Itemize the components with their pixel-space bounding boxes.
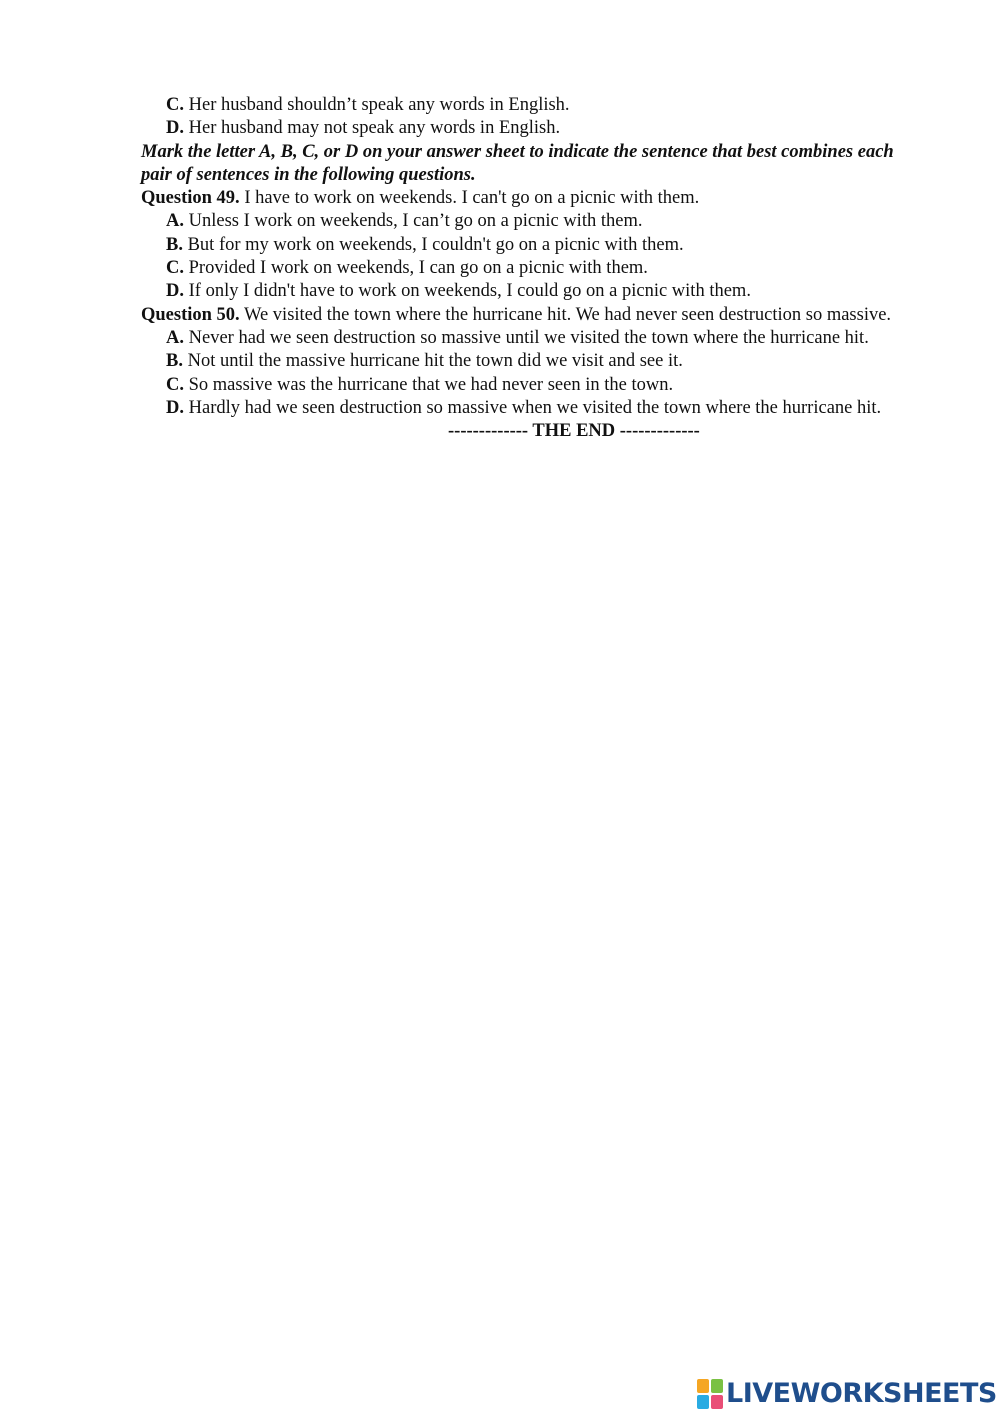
option-letter: C. <box>166 374 184 395</box>
end-marker: ------------- THE END ------------- <box>448 421 700 442</box>
q49-option-b <box>141 234 921 257</box>
option-letter: D. <box>166 281 184 302</box>
option-text: Her husband shouldn’t speak any words in English. <box>188 95 570 115</box>
question-stem: I have to work on weekends. I can't go on a picnic with them. <box>244 188 700 209</box>
option-letter: C. <box>166 95 184 115</box>
option-text: Not until the massive hurricane hit the town did we visit and see it. <box>187 351 683 372</box>
option-text: So massive was the hurricane that we had never seen in the town. <box>188 374 674 395</box>
q49-option-c <box>141 257 921 280</box>
option-letter: A. <box>166 327 184 348</box>
q49-option-a <box>141 210 921 233</box>
option-letter: D. <box>166 397 184 418</box>
q49-option-d <box>141 280 921 303</box>
q50-option-a <box>141 327 921 350</box>
option-letter: D. <box>166 118 184 139</box>
worksheet-page <box>141 94 921 443</box>
option-text: But for my work on weekends, I couldn't go on a picnic with them. <box>187 234 684 255</box>
q50-option-c <box>141 374 921 397</box>
question-stem: We visited the town where the hurricane hit. We had never seen destruction so massive. <box>243 304 892 325</box>
option-letter: C. <box>166 258 184 279</box>
option-text: Never had we seen destruction so massive until we visited the town where the hurricane hit. <box>188 327 869 348</box>
instruction-text: Mark the letter A, B, C, or D on your answer sheet to indicate the sentence that best combines each pair of sentences in the following questions. <box>141 141 894 185</box>
option-text: Provided I work on weekends, I can go on a picnic with them. <box>188 258 648 279</box>
option-letter: B. <box>166 234 183 255</box>
option-letter: B. <box>166 351 183 372</box>
q50-option-d <box>141 397 921 420</box>
question-50 <box>141 304 921 327</box>
prev-option-d <box>141 117 921 140</box>
question-49 <box>141 187 921 210</box>
question-number: Question 50. <box>141 304 240 325</box>
option-text: Her husband may not speak any words in English. <box>188 118 561 139</box>
watermark-text: LIVEWORKSHEETS <box>726 1378 997 1410</box>
liveworksheets-logo-icon <box>697 1379 723 1409</box>
liveworksheets-watermark <box>697 1377 997 1411</box>
option-letter: A. <box>166 211 184 232</box>
option-text: If only I didn't have to work on weekends, I could go on a picnic with them. <box>188 281 751 302</box>
option-text: Hardly had we seen destruction so massive when we visited the town where the hurricane hit. <box>188 397 882 418</box>
q50-option-b <box>141 350 921 373</box>
option-text: Unless I work on weekends, I can’t go on a picnic with them. <box>188 211 643 232</box>
prev-option-c <box>141 94 921 117</box>
question-number: Question 49. <box>141 188 240 209</box>
